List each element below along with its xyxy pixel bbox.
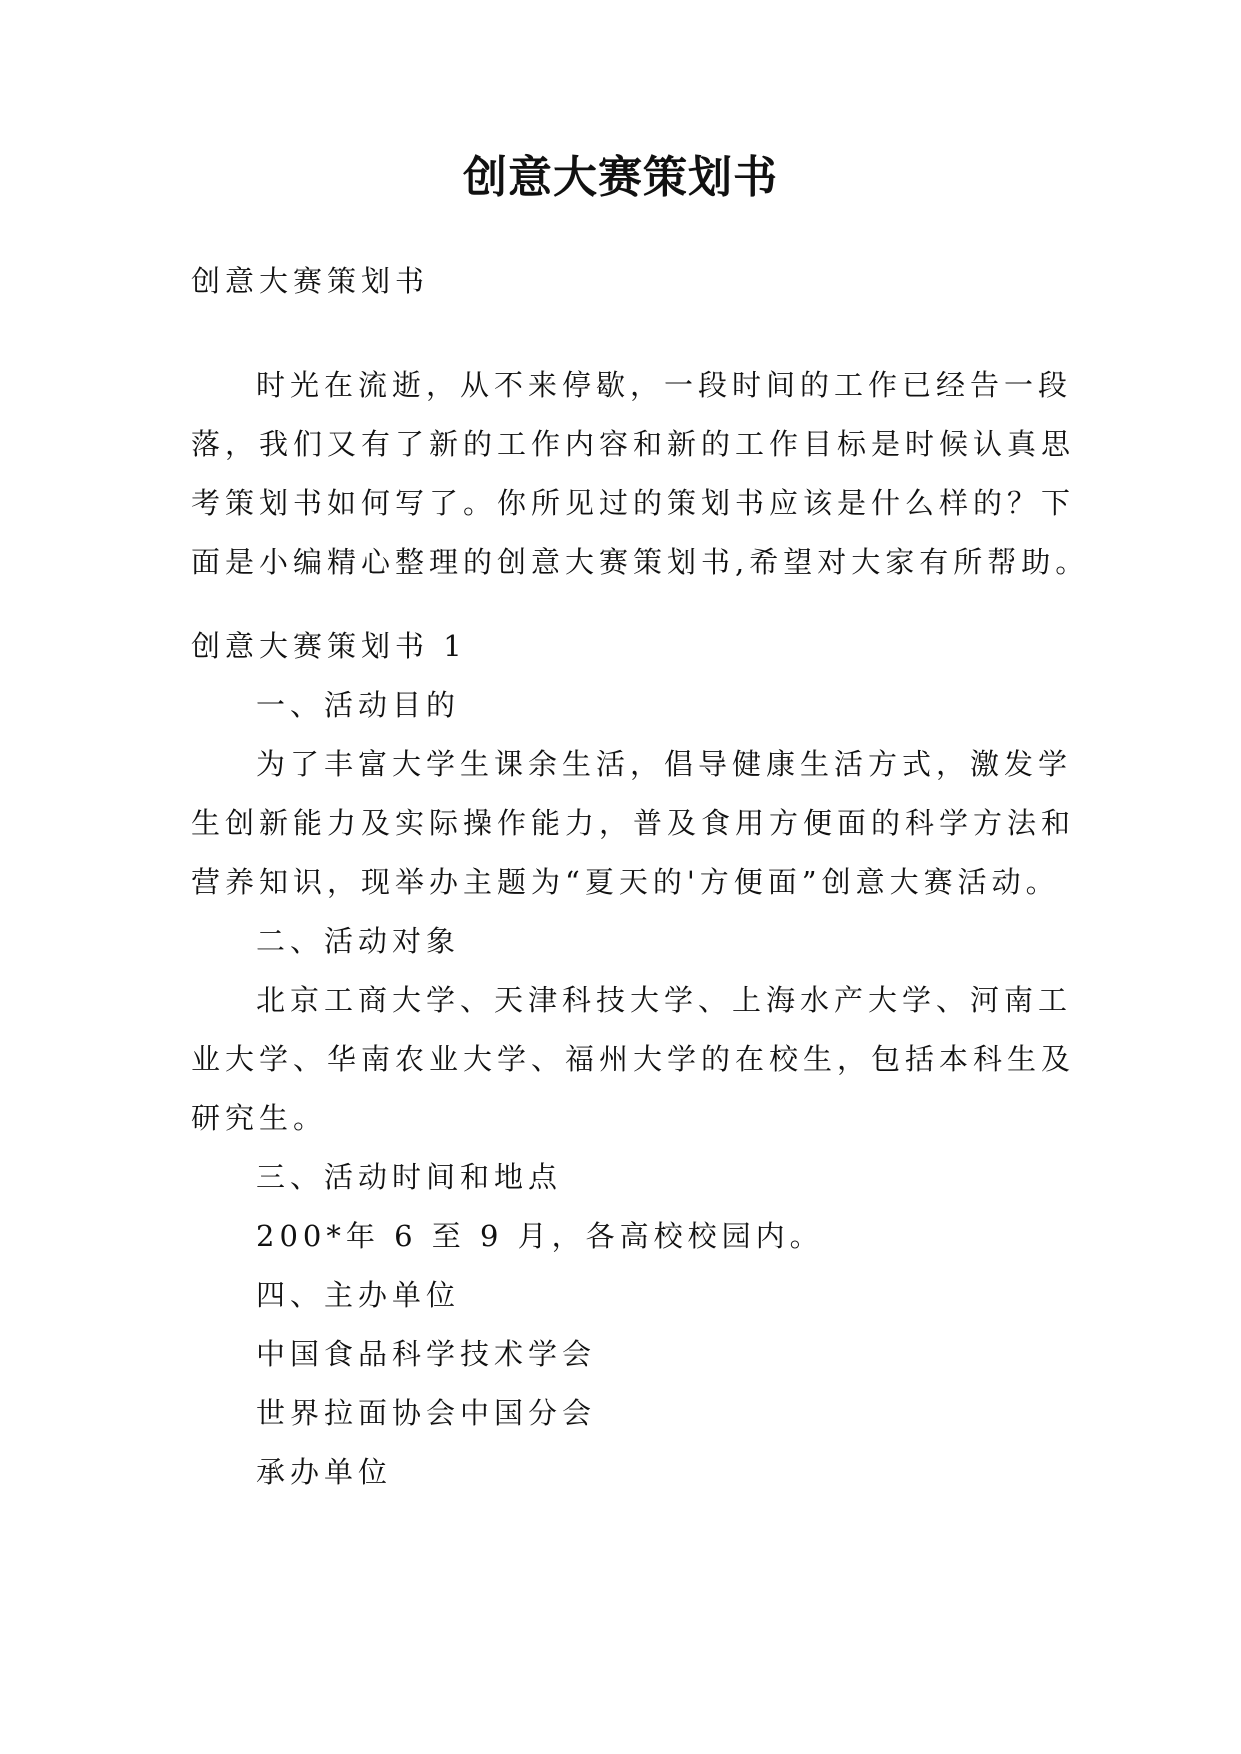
subtitle-text: 创意大赛策划书: [191, 264, 430, 298]
intro-line: 时光在流逝，从不来停歇，一段时间的工作已经告一段: [256, 368, 1073, 402]
heading-organizers: 四、主办单位: [256, 1278, 461, 1312]
purpose-line: 营养知识，现举办主题为“夏天的'方便面”创意大赛活动。: [191, 865, 1060, 899]
intro-line: 面是小编精心整理的创意大赛策划书,希望对大家有所帮助。: [191, 545, 1090, 579]
purpose-line: 为了丰富大学生课余生活，倡导健康生活方式，激发学: [256, 747, 1073, 781]
heading-activity-targets: 二、活动对象: [256, 924, 461, 958]
intro-paragraph: [191, 356, 1090, 592]
organizer-line: 中国食品科学技术学会: [256, 1337, 597, 1371]
section-heading-plan-1: 创意大赛策划书 1: [191, 629, 467, 663]
intro-line: 落，我们又有了新的工作内容和新的工作目标是时候认真思: [191, 427, 1076, 461]
time-place-line: 200*年 6 至 9 月，各高校校园内。: [256, 1219, 824, 1253]
document-title: 创意大赛策划书: [463, 152, 778, 203]
plan-body: [191, 617, 1076, 1502]
heading-co-organizers: 承办单位: [256, 1455, 393, 1489]
purpose-line: 生创新能力及实际操作能力，普及食用方便面的科学方法和: [191, 806, 1076, 840]
heading-time-place: 三、活动时间和地点: [256, 1160, 563, 1194]
targets-line: 北京工商大学、天津科技大学、上海水产大学、河南工: [256, 983, 1073, 1017]
organizer-line: 世界拉面协会中国分会: [256, 1396, 597, 1430]
targets-line: 业大学、华南农业大学、福州大学的在校生，包括本科生及: [191, 1042, 1076, 1076]
targets-line: 研究生。: [191, 1101, 328, 1135]
heading-activity-purpose: 一、活动目的: [256, 688, 461, 722]
document-subtitle: [191, 252, 1051, 311]
intro-line: 考策划书如何写了。你所见过的策划书应该是什么样的？下: [191, 486, 1076, 520]
